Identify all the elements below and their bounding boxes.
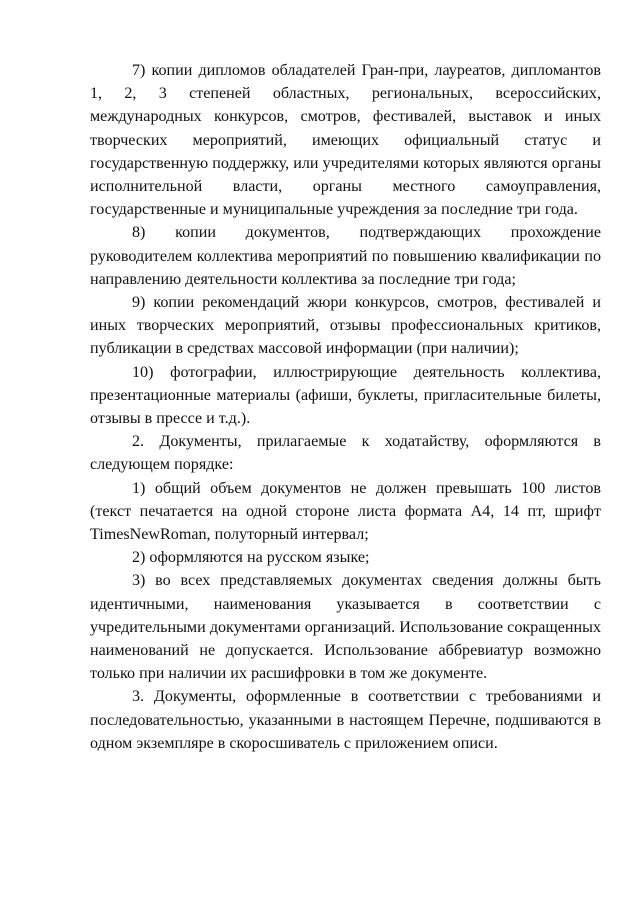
paragraph-rule-2-language: 2) оформляются на русском языке; <box>132 549 370 567</box>
paragraph-rule-3-identity: 3) во всех представляемых документах сведения должны быть идентичными, наименования указывается в соответствии с учредительными документами организаций. Использование сокращенных наименований не допускается. Использование аббревиатур возможно только при наличии их расшифровки в том же документе. <box>90 572 601 683</box>
paragraph-rule-1-volume: 1) общий объем документов не должен превышать 100 листов (текст печатается на одной стороне листа формата А4, 14 пт, шрифт TimesNewRoman, полуторный интервал; <box>90 479 601 544</box>
paragraph-item-7-diplomas: 7) копии дипломов обладателей Гран-при, лауреатов, дипломантов 1, 2, 3 степеней областных, региональных, всероссийских, международных конкурсов, смотров, фестивалей, выставок и иных творческих мероприятий, имеющих официальный статус и государственную поддержку, или учредителями которых являются органы исполнительной власти, органы местного самоуправления, государственные и муниципальные учреждения за последние три года. <box>90 62 601 219</box>
document-page <box>90 59 601 755</box>
paragraph-section-3-binding: 3. Документы, оформленные в соответствии с требованиями и последовательностью, указанными в настоящем Перечне, подшиваются в одном экземпляре в скоросшиватель с приложением описи. <box>90 688 601 752</box>
paragraph-section-2-heading: 2. Документы, прилагаемые к ходатайству, оформляются в следующем порядке: <box>90 433 601 474</box>
paragraph-item-9-recommendations: 9) копии рекомендаций жюри конкурсов, смотров, фестивалей и иных творческих мероприятий, отзывы профессиональных критиков, публикации в средствах массовой информации (при наличии); <box>90 294 601 358</box>
paragraph-item-10-photos: 10) фотографии, иллюстрирующие деятельность коллектива, презентационные материалы (афиши, буклеты, пригласительные билеты, отзывы в прессе и т.д.). <box>90 363 601 428</box>
paragraph-item-8-qualification: 8) копии документов, подтверждающих прохождение руководителем коллектива мероприятий по повышению квалификации по направлению деятельности коллектива за последние три года; <box>90 224 601 288</box>
